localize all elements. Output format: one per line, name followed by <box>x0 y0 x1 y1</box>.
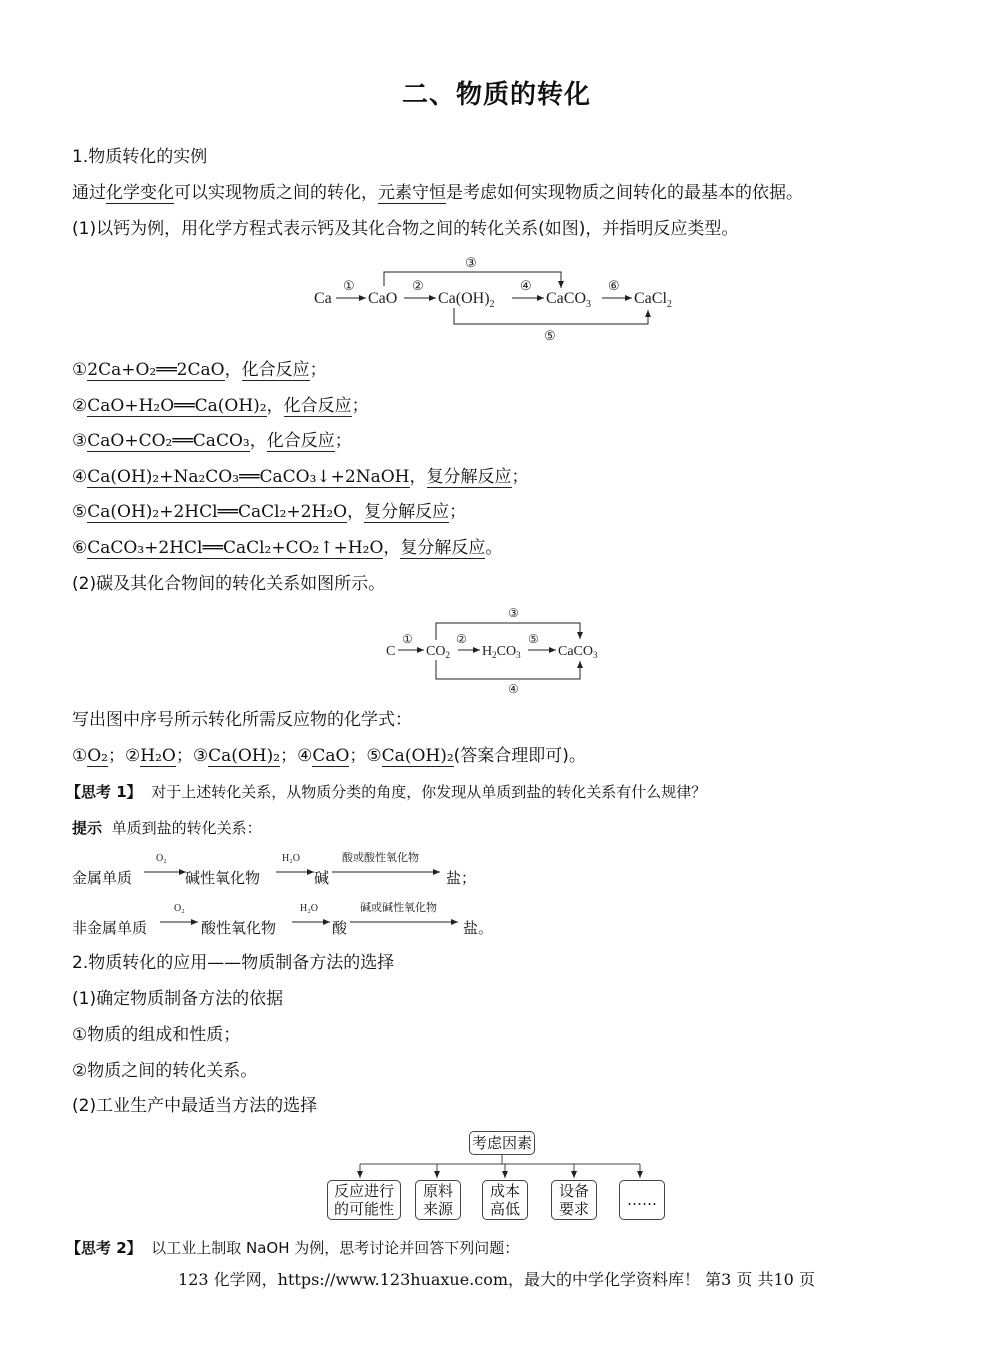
hint: 提示 单质到盐的转化关系： <box>72 819 262 837</box>
c-label-5: ⑤ <box>528 632 539 646</box>
node-ca: Ca <box>314 290 332 307</box>
chain1-node-2: 碱性氧化物 <box>185 869 261 887</box>
label-5: ⑤ <box>544 328 556 343</box>
svg-text:O₂: O₂ <box>156 853 167 864</box>
section-2-heading: 2.物质转化的应用——物质制备方法的选择 <box>72 953 395 973</box>
factors-root: 考虑因素 <box>469 1131 535 1155</box>
label-6: ⑥ <box>608 278 620 293</box>
factor-cost: 成本高低 <box>482 1180 528 1220</box>
node-cacl2: CaCl$_2$ <box>634 290 672 310</box>
page-footer: 123 化学网，https://www.123huaxue.com，最大的中学化学资料库！ 第3 页 共10 页 <box>178 1270 815 1289</box>
chain-nonmetal: 非金属单质 <box>72 919 148 937</box>
svg-text:H₂O: H₂O <box>300 903 318 914</box>
arrow-c-4 <box>436 660 580 679</box>
chain1-node-3: 碱 <box>314 869 330 887</box>
label-3: ③ <box>465 255 477 270</box>
node-c: C <box>386 644 396 659</box>
factor-more: …… <box>619 1180 665 1220</box>
label-4: ④ <box>520 278 532 293</box>
factor-raw-material: 原料来源 <box>415 1180 461 1220</box>
chain2-node-3: 酸 <box>332 919 348 937</box>
node-h2co3: $H_2CO_3$ <box>482 644 521 660</box>
svg-text:碱或碱性氧化物: 碱或碱性氧化物 <box>360 901 437 914</box>
carbon-conversion-diagram <box>380 603 620 698</box>
arrow-5 <box>454 308 648 324</box>
question-1: (1)以钙为例，用化学方程式表示钙及其化合物之间的转化关系(如图)，并指明反应类型。 <box>72 219 739 239</box>
c-label-4: ④ <box>508 682 519 696</box>
equation-2: ②CaO+H₂O══Ca(OH)₂，化合反应； <box>72 396 369 416</box>
question-2: (2)碳及其化合物间的转化关系如图所示。 <box>72 574 386 594</box>
think-1: 【思考 1】 对于上述转化关系，从物质分类的角度，你发现从单质到盐的转化关系有什么规律？ <box>66 783 707 801</box>
s2-p4: (2)工业生产中最适当方法的选择 <box>72 1096 318 1116</box>
equation-4: ④Ca(OH)₂+Na₂CO₃══CaCO₃↓+2NaOH，复分解反应； <box>72 467 529 487</box>
node-cao: CaO <box>368 290 398 307</box>
node-co2: $CO_2$ <box>426 644 450 660</box>
chain2-node-2: 酸性氧化物 <box>201 919 277 937</box>
answers-line: ①O₂；②H₂O；③Ca(OH)₂；④CaO；⑤Ca(OH)₂(答案合理即可)。 <box>72 746 586 766</box>
calcium-conversion-diagram <box>300 250 700 350</box>
node-caco3-c: CaCO$_3$ <box>558 644 598 660</box>
section-1-heading: 1.物质转化的实例 <box>72 147 208 167</box>
equation-5: ⑤Ca(OH)₂+2HCl══CaCl₂+2H₂O，复分解反应； <box>72 502 467 522</box>
chain2-arrow-3 <box>348 898 468 928</box>
node-caco3: CaCO$_3$ <box>546 290 591 310</box>
chain-metal: 金属单质 <box>72 869 133 887</box>
chain2-node-4: 盐。 <box>463 919 494 937</box>
chain1-arrow-3 <box>330 848 450 878</box>
s2-p3: ②物质之间的转化关系。 <box>72 1061 258 1081</box>
label-1: ① <box>343 278 355 293</box>
arrow-3 <box>384 272 561 288</box>
svg-text:H₂O: H₂O <box>282 853 300 864</box>
equation-1: ①2Ca+O₂══2CaO，化合反应； <box>72 360 327 380</box>
node-caoh2: $Ca(OH)_2$ <box>438 290 495 310</box>
intro-paragraph: 通过化学变化可以实现物质之间的转化，元素守恒是考虑如何实现物质之间转化的最基本的依据。 <box>72 183 803 203</box>
think-2: 【思考 2】 以工业上制取 NaOH 为例，思考讨论并回答下列问题： <box>66 1239 520 1257</box>
blank-chemical-change: 化学变化 <box>106 183 174 203</box>
c-label-3: ③ <box>508 606 519 620</box>
chain1-node-4: 盐； <box>446 869 477 887</box>
c-label-1: ① <box>402 632 413 646</box>
factor-equipment: 设备要求 <box>551 1180 597 1220</box>
factor-feasibility: 反应进行的可能性 <box>327 1180 401 1220</box>
page-title: 二、物质的转化 <box>401 80 591 110</box>
c-label-2: ② <box>456 632 467 646</box>
equation-3: ③CaO+CO₂══CaCO₃，化合反应； <box>72 431 352 451</box>
blank-element-conservation: 元素守恒 <box>378 183 446 203</box>
svg-text:酸或酸性氧化物: 酸或酸性氧化物 <box>342 851 419 864</box>
s2-p1: (1)确定物质制备方法的依据 <box>72 989 284 1009</box>
write-formula-prompt: 写出图中序号所示转化所需反应物的化学式： <box>72 710 412 730</box>
equation-6: ⑥CaCO₃+2HCl══CaCl₂+CO₂↑+H₂O，复分解反应。 <box>72 538 503 558</box>
label-2: ② <box>412 278 424 293</box>
s2-p2: ①物质的组成和性质； <box>72 1025 241 1045</box>
svg-text:O₂: O₂ <box>174 903 185 914</box>
